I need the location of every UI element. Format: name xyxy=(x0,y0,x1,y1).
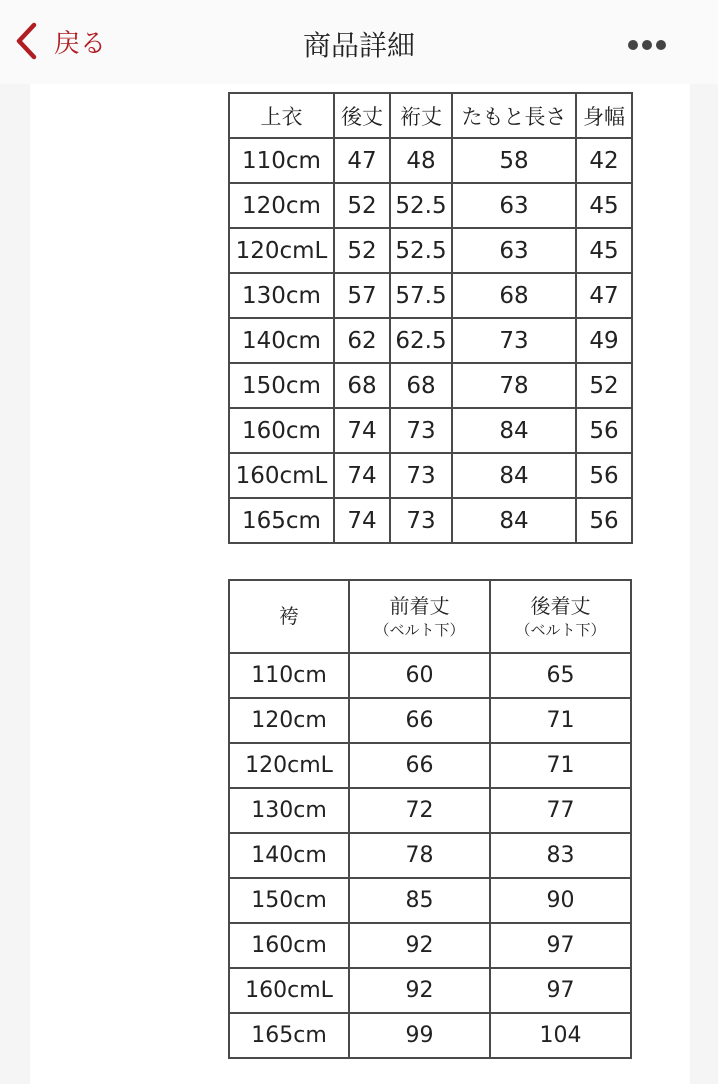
value-cell: 52 xyxy=(576,363,632,408)
size-cell: 160cmL xyxy=(229,968,349,1013)
value-cell: 56 xyxy=(576,408,632,453)
header-sub: （ベルト下） xyxy=(515,620,606,639)
table-row xyxy=(229,653,631,698)
value-cell: 84 xyxy=(452,408,576,453)
page-title: 商品詳細 xyxy=(302,29,415,62)
value-cell: 73 xyxy=(390,453,452,498)
value-cell: 42 xyxy=(576,138,632,183)
value-cell: 85 xyxy=(349,878,490,923)
value-cell: 99 xyxy=(349,1013,490,1058)
value-cell: 58 xyxy=(452,138,576,183)
value-cell: 52.5 xyxy=(390,228,452,273)
back-label: 戻る xyxy=(54,28,107,59)
value-cell: 56 xyxy=(576,453,632,498)
product-detail-content xyxy=(30,84,690,1084)
value-cell: 52 xyxy=(334,228,390,273)
more-button[interactable] xyxy=(628,40,666,50)
table-row xyxy=(229,183,632,228)
table-row xyxy=(229,138,632,183)
size-cell: 140cm xyxy=(229,833,349,878)
size-cell: 160cmL xyxy=(229,453,334,498)
table-row xyxy=(229,698,631,743)
value-cell: 62.5 xyxy=(390,318,452,363)
value-cell: 62 xyxy=(334,318,390,363)
table-row xyxy=(229,228,632,273)
value-cell: 97 xyxy=(490,923,631,968)
size-cell: 160cm xyxy=(229,408,334,453)
size-cell: 120cmL xyxy=(229,743,349,788)
header-main: 後着丈 xyxy=(530,593,591,618)
value-cell: 74 xyxy=(334,408,390,453)
value-cell: 90 xyxy=(490,878,631,923)
value-cell: 68 xyxy=(334,363,390,408)
header-cell xyxy=(349,580,490,653)
value-cell: 73 xyxy=(390,498,452,543)
more-horizontal-icon xyxy=(656,40,666,50)
table-row xyxy=(229,1013,631,1058)
value-cell: 45 xyxy=(576,183,632,228)
table-header-row xyxy=(229,580,631,653)
size-cell: 110cm xyxy=(229,653,349,698)
value-cell: 52.5 xyxy=(390,183,452,228)
value-cell: 68 xyxy=(390,363,452,408)
value-cell: 84 xyxy=(452,453,576,498)
table-row xyxy=(229,968,631,1013)
table-row xyxy=(229,318,632,363)
value-cell: 68 xyxy=(452,273,576,318)
table-header-row xyxy=(229,93,632,138)
value-cell: 83 xyxy=(490,833,631,878)
header-cell xyxy=(490,580,631,653)
value-cell: 52 xyxy=(334,183,390,228)
value-cell: 48 xyxy=(390,138,452,183)
value-cell: 77 xyxy=(490,788,631,833)
hakama-size-table xyxy=(228,579,632,1059)
size-cell: 165cm xyxy=(229,1013,349,1058)
value-cell: 49 xyxy=(576,318,632,363)
header-cell: 上衣 xyxy=(229,93,334,138)
table-row xyxy=(229,878,631,923)
size-cell: 130cm xyxy=(229,273,334,318)
value-cell: 60 xyxy=(349,653,490,698)
value-cell: 97 xyxy=(490,968,631,1013)
header-cell: 身幅 xyxy=(576,93,632,138)
value-cell: 104 xyxy=(490,1013,631,1058)
value-cell: 63 xyxy=(452,183,576,228)
table-row xyxy=(229,923,631,968)
value-cell: 73 xyxy=(452,318,576,363)
value-cell: 73 xyxy=(390,408,452,453)
value-cell: 47 xyxy=(334,138,390,183)
value-cell: 66 xyxy=(349,698,490,743)
size-cell: 120cm xyxy=(229,183,334,228)
table-row xyxy=(229,453,632,498)
size-cell: 150cm xyxy=(229,878,349,923)
value-cell: 45 xyxy=(576,228,632,273)
header-cell: 裄丈 xyxy=(390,93,452,138)
navigation-bar xyxy=(0,0,718,84)
value-cell: 47 xyxy=(576,273,632,318)
value-cell: 71 xyxy=(490,743,631,788)
size-cell: 150cm xyxy=(229,363,334,408)
size-cell: 120cm xyxy=(229,698,349,743)
table-row xyxy=(229,498,632,543)
value-cell: 78 xyxy=(452,363,576,408)
value-cell: 66 xyxy=(349,743,490,788)
jacket-size-table xyxy=(228,92,633,544)
value-cell: 71 xyxy=(490,698,631,743)
table-row xyxy=(229,273,632,318)
size-cell: 110cm xyxy=(229,138,334,183)
value-cell: 63 xyxy=(452,228,576,273)
more-horizontal-icon xyxy=(642,40,652,50)
more-horizontal-icon xyxy=(628,40,638,50)
size-cell: 140cm xyxy=(229,318,334,363)
value-cell: 84 xyxy=(452,498,576,543)
header-sub: （ベルト下） xyxy=(374,620,465,639)
value-cell: 92 xyxy=(349,923,490,968)
table-row xyxy=(229,788,631,833)
table-row xyxy=(229,743,631,788)
size-cell: 165cm xyxy=(229,498,334,543)
table-row xyxy=(229,833,631,878)
size-cell: 160cm xyxy=(229,923,349,968)
header-cell: 後丈 xyxy=(334,93,390,138)
value-cell: 92 xyxy=(349,968,490,1013)
header-main: 袴 xyxy=(279,604,299,628)
header-cell: たもと長さ xyxy=(452,93,576,138)
header-main: 前着丈 xyxy=(389,593,450,618)
value-cell: 57.5 xyxy=(390,273,452,318)
value-cell: 72 xyxy=(349,788,490,833)
size-cell: 130cm xyxy=(229,788,349,833)
value-cell: 78 xyxy=(349,833,490,878)
value-cell: 74 xyxy=(334,453,390,498)
header-cell xyxy=(229,580,349,653)
table-row xyxy=(229,408,632,453)
table-row xyxy=(229,363,632,408)
value-cell: 74 xyxy=(334,498,390,543)
size-cell: 120cmL xyxy=(229,228,334,273)
value-cell: 56 xyxy=(576,498,632,543)
value-cell: 65 xyxy=(490,653,631,698)
value-cell: 57 xyxy=(334,273,390,318)
